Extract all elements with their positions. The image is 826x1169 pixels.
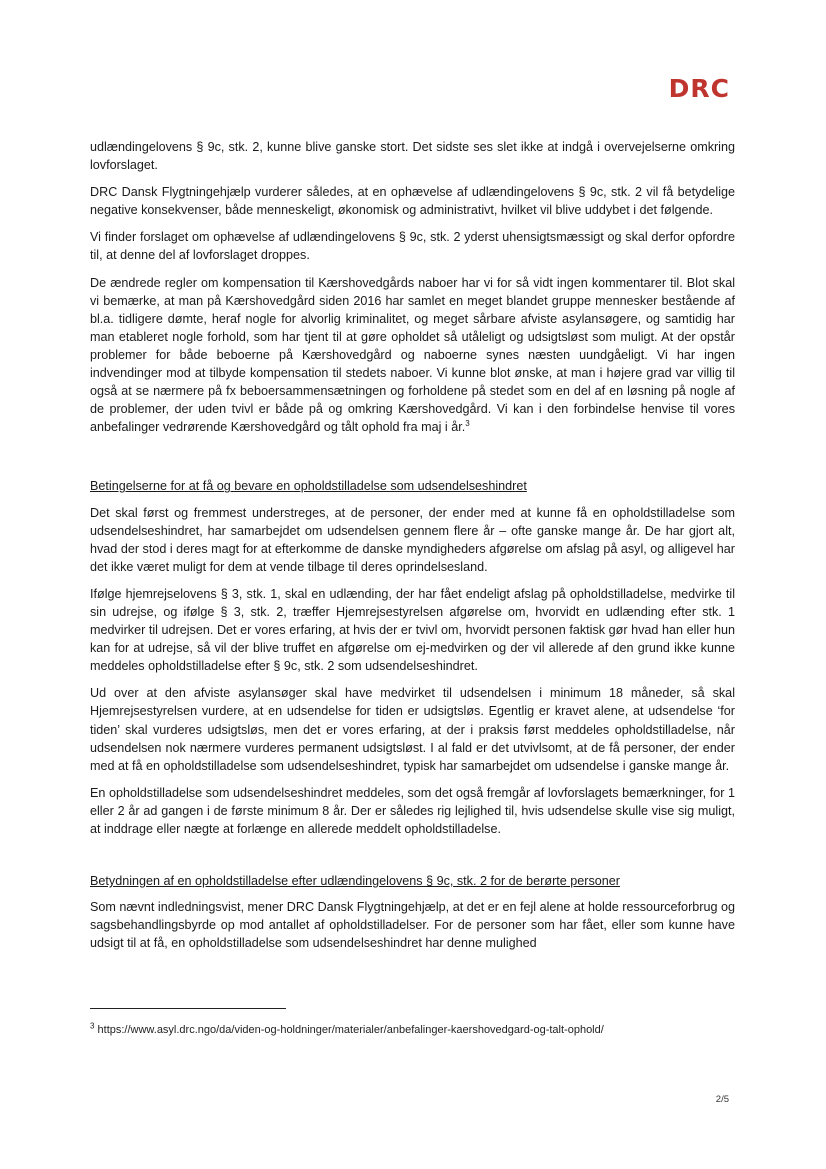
paragraph: Ud over at den afviste asylansøger skal have medvirket til udsendelsen i minimum 18 måneder, så skal Hjemrejsestyrelsen vurdere, at en udsendelse for tiden er udsigtsløs. Egentlig er kravet alene, at udsendelse ‘for tiden’ skal vurderes udsigtsløs, men det er vores erfaring, at der i praksis først meddeles opholdstilladelse, når udsendelsen nok nærmere vurderes permanent udsigtsløst. I al fald er det utvivlsomt, at de få personer, der ender med at få en opholdstilladelse som udsendelseshindret, typisk har samarbejdet om udsendelse i ganske mange år.: [90, 686, 735, 773]
paragraph-text: De ændrede regler om kompensation til Kærshovedgårds naboer har vi for så vidt ingen kommentarer til. Blot skal vi bemærke, at man på Kærshovedgård siden 2016 har samlet en meget blandet gruppe mennesker bestående af bl.a. tidligere dømte, heraf nogle for alvorlig kriminalitet, og meget sårbare afviste asylansøgere, og samtidig har man etableret nogle forhold, som har tjent til at gøre opholdet så utåleligt og udsigtsløst som muligt. At der opstår problemer for både beboerne på Kærshovedgård og naboerne synes næsten uundgåeligt. Vi har ingen indvendinger mod at tilbyde kompensation til stedets naboer. Vi kunne blot ønske, at man i højere grad var villig til også at se nærmere på fx beboersammensætningen og forholdene på stedet som en del af en løsning på nogle af de problemer, der uden tvivl er både på og omkring Kærshovedgård. Vi kan i den forbindelse henvise til vores anbefalinger vedrørende Kærshovedgård og tålt ophold fra maj i år.: [90, 275, 735, 435]
paragraph: Ifølge hjemrejselovens § 3, stk. 1, skal en udlænding, der har fået endeligt afslag på opholdstilladelse, medvirke til sin udrejse, og ifølge § 3, stk. 2, træffer Hjemrejsestyrelsen afgørelse om, hvorvidt en udlænding efter stk. 1 medvirker til udrejsen. Det er vores erfaring, at hvis der er tvivl om, hvorvidt personen faktisk gør hvad han eller hun kan for at udrejse, så vil der blive truffet en afgørelse om ej-medvirken og der vil allerede af den grund ikke kunne meddeles opholdstilladelse efter § 9c, stk. 2 som udsendelseshindret.: [90, 586, 735, 674]
footnote-reference[interactable]: 3: [465, 419, 470, 429]
document-body: [90, 138, 735, 961]
page-number: 2/5: [715, 1094, 729, 1105]
footnote: [90, 1021, 604, 1036]
drc-logo: DRC: [668, 74, 730, 103]
section-heading-betydningen: Betydningen af en opholdstilladelse efter udlændingelovens § 9c, stk. 2 for de berørte personer: [90, 874, 620, 889]
paragraph-kompensation: [90, 274, 735, 437]
paragraph: Som nævnt indledningsvist, mener DRC Dansk Flygtningehjælp, at det er en fejl alene at holde ressourceforbrug og sagsbehandlingsbyrde op mod antallet af opholdstilladelser. For de personer som har fået, eller som kunne have udsigt til at få, en opholdstilladelse som udsendelseshindret har denne mulighed: [90, 900, 735, 951]
footnote-number: 3: [90, 1021, 95, 1031]
paragraph: En opholdstilladelse som udsendelseshindret meddeles, som det også fremgår af lovforslagets bemærkninger, for 1 eller 2 år ad gangen i de første minimum 8 år. Der er således rig lejlighed til, hvis udsendelse skulle vise sig muligt, at inddrage eller nægte at forlænge en allerede meddelt opholdstilladelse.: [90, 785, 735, 836]
footnote-divider: [90, 1008, 286, 1009]
paragraph: DRC Dansk Flygtningehjælp vurderer således, at en ophævelse af udlændingelovens § 9c, stk. 2 vil få betydelige negative konsekvenser, både menneskeligt, økonomisk og administrativt, hvilket vil blive uddybet i det følgende.: [90, 185, 735, 218]
section-heading-betingelserne: Betingelserne for at få og bevare en opholdstilladelse som udsendelseshindret: [90, 479, 527, 494]
paragraph: Vi finder forslaget om ophævelse af udlændingelovens § 9c, stk. 2 yderst uhensigtsmæssigt og skal derfor opfordre til, at denne del af lovforslaget droppes.: [90, 230, 735, 263]
footnote-link[interactable]: https://www.asyl.drc.ngo/da/viden-og-holdninger/materialer/anbefalinger-kaershovedgard-og-talt-ophold/: [97, 1024, 604, 1036]
paragraph: udlændingelovens § 9c, stk. 2, kunne blive ganske stort. Det sidste ses slet ikke at indgå i overvejelserne omkring lovforslaget.: [90, 140, 735, 173]
paragraph: Det skal først og fremmest understreges, at de personer, der ender med at kunne få en opholdstilladelse som udsendelseshindret, har samarbejdet om udsendelsen gennem flere år – ofte ganske mange år. De har gjort alt, hvad der stod i deres magt for at efterkomme de danske myndigheders afgørelse om afslag på asyl, og alligevel har det ikke været muligt for dem at vende tilbage til deres oprindelsesland.: [90, 505, 735, 574]
